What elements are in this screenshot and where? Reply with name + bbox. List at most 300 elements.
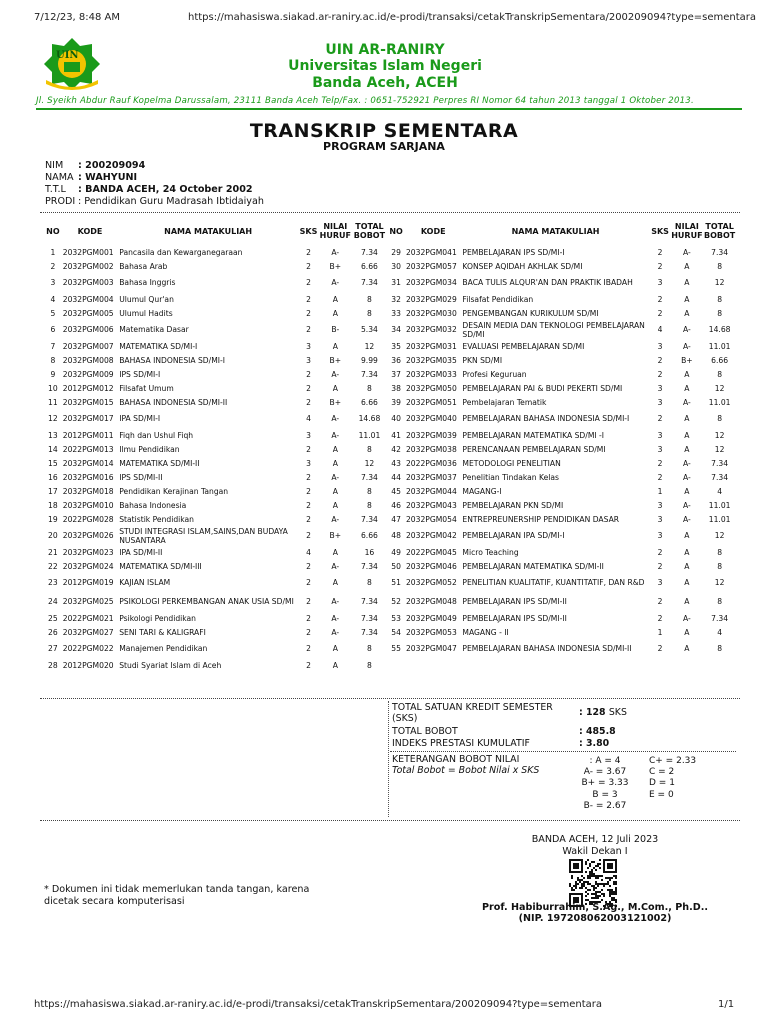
row-code-right: 2032PGM050 (405, 383, 457, 393)
row-grade-right: B+ (681, 355, 693, 365)
nim-value: : 200209094 (78, 160, 146, 171)
total-sks-value (579, 707, 627, 718)
row-no: 14 (48, 444, 58, 454)
row-sks-right: 2 (657, 644, 663, 654)
prodi-label: PRODI (45, 196, 76, 207)
row-sks: 2 (306, 613, 311, 623)
row-grade: A (332, 500, 338, 510)
row-code-right: 2032PGM046 (405, 561, 457, 571)
total-sks-label: TOTAL SATUAN KREDIT SEMESTER (SKS) (392, 702, 553, 724)
row-sks-right: 2 (657, 414, 663, 424)
row-no: 15 (48, 458, 58, 468)
row-code: 2032PGM005 (62, 308, 114, 318)
row-code: 2032PGM025 (62, 597, 114, 607)
document-subtitle: PROGRAM SARJANA (323, 140, 445, 153)
row-sks-right: 3 (657, 430, 663, 440)
row-bobot: 8 (367, 486, 372, 496)
row-course-right: Penelitian Tindakan Kelas (462, 472, 560, 482)
row-code: 2012PGM019 (62, 578, 114, 588)
grade-key-item: D = 1 (649, 778, 675, 789)
row-grade: A- (331, 472, 340, 482)
row-grade-right: A (684, 414, 690, 424)
university-logo (42, 36, 102, 90)
table-row (44, 574, 736, 593)
row-bobot-right: 8 (717, 597, 723, 607)
row-sks-right: 3 (657, 278, 663, 288)
row-bobot: 7.34 (360, 613, 378, 623)
row-code-right: 2032PGM033 (405, 369, 457, 379)
row-grade-right: A (684, 444, 690, 454)
row-no-right: 44 (391, 472, 401, 482)
row-grade-right: A (684, 308, 690, 318)
row-no: 25 (48, 613, 58, 623)
row-course-right: MAGANG-I (462, 486, 502, 496)
table-row (44, 382, 736, 396)
row-code: 2022PGM028 (62, 514, 114, 524)
row-code: 2032PGM003 (62, 278, 114, 288)
table-row (44, 368, 736, 382)
row-no-right: 55 (391, 644, 401, 654)
grade-key-label: KETERANGAN BOBOT NILAI (392, 754, 520, 765)
table-bottom-divider (40, 698, 740, 699)
table-row (44, 340, 736, 354)
row-course: Ilmu Pendidikan (119, 444, 180, 454)
row-code: 2022PGM013 (62, 444, 114, 454)
row-bobot-right: 4 (717, 627, 723, 637)
row-sks-right: 2 (657, 261, 663, 271)
row-code-right: 2022PGM045 (405, 547, 457, 557)
row-code-right: 2032PGM044 (405, 486, 457, 496)
row-code: 2032PGM017 (62, 414, 114, 424)
row-course-right: PEMBELAJARAN PAI & BUDI PEKERTI SD/MI (462, 383, 623, 393)
row-no-right: 50 (391, 561, 401, 571)
row-sks: 2 (306, 278, 311, 288)
table-row (44, 612, 736, 626)
row-sks-right: 2 (657, 247, 663, 257)
table-row (44, 293, 736, 307)
row-no: 21 (48, 547, 58, 557)
col-total-right-line1: TOTAL (705, 222, 734, 231)
row-no: 20 (48, 531, 58, 541)
row-no-right: 45 (391, 486, 401, 496)
row-sks-right: 2 (657, 472, 663, 482)
row-course: IPA SD/MI-I (119, 414, 161, 424)
ipk-label: INDEKS PRESTASI KUMULATIF (392, 738, 530, 749)
row-no: 22 (48, 561, 58, 571)
row-sks-right: 2 (657, 597, 663, 607)
col-kode-right: KODE (420, 226, 446, 236)
row-code-right: 2032PGM052 (405, 578, 457, 588)
row-grade: A (332, 644, 338, 654)
row-no-right: 40 (391, 414, 401, 424)
table-row (44, 443, 736, 457)
row-sks-right: 2 (657, 613, 663, 623)
row-bobot-right: 8 (717, 369, 723, 379)
row-sks: 2 (306, 325, 311, 335)
row-sks-right: 4 (657, 325, 663, 335)
row-code-right: 2032PGM041 (405, 247, 457, 257)
row-course-right: Profesi Keguruan (462, 369, 527, 379)
row-no-right: 39 (391, 397, 401, 407)
row-bobot-right: 12 (714, 531, 725, 541)
row-sks-right: 3 (657, 383, 663, 393)
row-sks: 3 (306, 458, 311, 468)
row-code-right: 2032PGM042 (405, 531, 457, 541)
row-code: 2032PGM015 (62, 397, 114, 407)
row-grade: B+ (329, 355, 342, 365)
row-sks-right: 2 (657, 355, 663, 365)
row-course: IPS SD/MI-II (119, 472, 163, 482)
grade-key-item: B+ = 3.33 (581, 778, 629, 789)
row-code-right: 2032PGM032 (405, 325, 457, 335)
row-grade-right: A- (682, 325, 691, 335)
table-row (44, 396, 736, 410)
row-course-right: PEMBELAJARAN PKN SD/MI (462, 500, 564, 510)
row-code-right: 2032PGM040 (405, 414, 457, 424)
row-sks: 2 (306, 294, 311, 304)
table-row (44, 513, 736, 527)
row-grade: B+ (329, 261, 342, 271)
row-grade: A- (331, 278, 340, 288)
row-sks-right: 3 (657, 500, 663, 510)
row-grade: A (332, 294, 338, 304)
row-bobot-right: 12 (714, 383, 725, 393)
ttl-label: T.T.L (45, 184, 66, 195)
row-course: Ulumul Qur'an (119, 294, 174, 304)
row-course-right: KONSEP AQIDAH AKHLAK SD/MI (462, 261, 583, 271)
row-grade: A- (331, 430, 340, 440)
row-bobot-right: 12 (714, 578, 725, 588)
grade-key-item: : A = 4 (589, 756, 621, 766)
row-sks-right: 2 (657, 561, 663, 571)
row-bobot: 12 (364, 458, 375, 468)
row-no: 10 (48, 383, 58, 393)
row-sks: 3 (306, 430, 311, 440)
row-bobot-right (703, 659, 736, 673)
signature-role: Wakil Dekan I (562, 846, 628, 857)
col-total-right (703, 216, 736, 246)
row-code: 2032PGM002 (62, 261, 114, 271)
row-grade-right: A- (682, 341, 691, 351)
row-sks-right: 2 (657, 547, 663, 557)
row-course: MATEMATIKA SD/MI-II (119, 458, 200, 468)
row-bobot-right: 7.34 (711, 472, 729, 482)
qr-code-icon (569, 859, 617, 907)
table-row (44, 321, 736, 340)
row-code-right: 2032PGM051 (405, 397, 457, 407)
row-code-right: 2032PGM053 (405, 627, 457, 637)
row-course-right: PERENCANAAN PEMBELAJARAN SD/MI (462, 444, 606, 454)
table-row (44, 471, 736, 485)
row-grade-right: A- (682, 458, 691, 468)
table-row (44, 429, 736, 443)
row-course: Pendidikan Kerajinan Tangan (119, 486, 229, 496)
row-grade-right: A (684, 597, 690, 607)
row-no: 5 (50, 308, 56, 318)
row-grade-right: A- (682, 247, 691, 257)
university-logo-icon (42, 36, 102, 90)
table-top-divider (40, 212, 740, 213)
row-course-right: PEMBELAJARAN BAHASA INDONESIA SD/MI-II (462, 644, 632, 654)
grade-key-right-list (649, 756, 709, 801)
row-course: Ulumul Hadits (119, 308, 173, 318)
row-sks: 2 (306, 261, 311, 271)
row-grade: A (332, 308, 338, 318)
row-bobot-right: 8 (717, 644, 723, 654)
row-course: Bahasa Arab (119, 261, 168, 271)
grade-key-left-list (575, 756, 635, 812)
col-no-right: NO (389, 226, 403, 236)
table-row (44, 274, 736, 293)
grade-key-item: C = 2 (649, 767, 675, 778)
row-bobot-right: 11.01 (708, 397, 731, 407)
row-bobot: 8 (367, 500, 372, 510)
row-bobot-right: 11.01 (708, 341, 731, 351)
row-grade: B+ (329, 531, 342, 541)
row-code: 2032PGM007 (62, 341, 114, 351)
row-code-right: 2032PGM035 (405, 355, 457, 365)
row-sks-right: 3 (657, 514, 663, 524)
row-grade: A (332, 383, 338, 393)
student-ttl (45, 184, 253, 195)
row-no: 9 (50, 369, 56, 379)
row-sks: 2 (306, 531, 311, 541)
row-sks: 2 (306, 660, 311, 670)
row-grade-right: A (684, 547, 690, 557)
table-row (44, 593, 736, 612)
print-footer-url[interactable]: https://mahasiswa.siakad.ar-raniry.ac.id/e-prodi/transaksi/cetakTranskripSementara/200209094?type=sementara (34, 999, 602, 1010)
grade-key-formula: Total Bobot = Bobot Nilai x SKS (392, 765, 540, 776)
grade-key-item: C+ = 2.33 (649, 756, 697, 766)
table-row (44, 659, 736, 673)
row-no-right: 42 (391, 444, 401, 454)
row-bobot-right: 8 (717, 261, 723, 271)
row-code-right: 2032PGM043 (405, 500, 457, 510)
row-no: 13 (48, 430, 58, 440)
row-bobot: 6.66 (360, 261, 378, 271)
note-line-1: * Dokumen ini tidak memerlukan tanda tangan, karena (44, 884, 310, 895)
row-no-right: 52 (391, 597, 401, 607)
row-course-right: PEMBELAJARAN MATEMATIKA SD/MI-II (462, 561, 604, 571)
row-code-right: 2032PGM049 (405, 613, 457, 623)
row-sks: 2 (306, 397, 311, 407)
row-code: 2032PGM026 (62, 531, 114, 541)
row-grade-right: A (684, 430, 690, 440)
row-no-right: 47 (391, 514, 401, 524)
row-sks: 2 (306, 486, 311, 496)
row-no-right: 38 (391, 383, 401, 393)
row-grade-right: A (684, 294, 690, 304)
row-code: 2032PGM009 (62, 369, 114, 379)
row-bobot-right: 8 (717, 308, 723, 318)
total-sks-number: : 128 (579, 707, 606, 718)
row-grade-right: A (684, 486, 690, 496)
row-course: BAHASA INDONESIA SD/MI-II (119, 397, 228, 407)
row-course-right: Filsafat Pendidikan (462, 294, 534, 304)
row-no-right: 33 (391, 308, 401, 318)
table-row (44, 410, 736, 429)
row-no-right: 36 (391, 355, 401, 365)
row-code-right: 2032PGM034 (405, 278, 457, 288)
row-no-right: 48 (391, 531, 401, 541)
row-bobot: 7.34 (360, 514, 378, 524)
row-code-right: 2032PGM048 (405, 597, 457, 607)
row-course: Fiqh dan Ushul Fiqh (119, 430, 194, 440)
row-course: IPS SD/MI-I (119, 369, 161, 379)
row-code: 2032PGM008 (62, 355, 114, 365)
summary-divider (390, 751, 736, 752)
row-grade-right: A (684, 627, 690, 637)
row-code: 2032PGM027 (62, 627, 114, 637)
row-sks-right: 3 (657, 341, 663, 351)
row-no: 8 (50, 355, 56, 365)
row-no: 26 (48, 627, 58, 637)
row-grade: A (332, 578, 338, 588)
row-course: MATEMATIKA SD/MI-I (119, 341, 198, 351)
row-bobot-right: 8 (717, 414, 723, 424)
table-row (44, 560, 736, 574)
row-bobot: 7.34 (360, 627, 378, 637)
row-course: SENI TARI & KALIGRAFI (119, 627, 206, 637)
row-course-right: PENELITIAN KUALITATIF, KUANTITATIF, DAN R&D (462, 578, 645, 588)
row-grade: A (332, 458, 338, 468)
row-sks: 2 (306, 627, 311, 637)
row-sks-right: 3 (657, 444, 663, 454)
row-grade: A- (331, 561, 340, 571)
row-no: 24 (48, 597, 58, 607)
row-bobot: 7.34 (360, 247, 378, 257)
row-bobot: 14.68 (358, 414, 381, 424)
row-grade: B+ (329, 397, 342, 407)
row-grade-right: A (684, 578, 690, 588)
row-sks: 2 (306, 578, 311, 588)
row-no: 19 (48, 514, 58, 524)
row-code: 2032PGM016 (62, 472, 114, 482)
table-row (44, 640, 736, 659)
row-no-right: 54 (391, 627, 401, 637)
col-no: NO (46, 226, 60, 236)
row-course: Bahasa Indonesia (119, 500, 187, 510)
row-bobot-right: 8 (717, 547, 723, 557)
row-no: 2 (50, 261, 56, 271)
table-row (44, 485, 736, 499)
logo-text: UIN (56, 50, 79, 61)
row-sks-right: 2 (657, 369, 663, 379)
row-course: MATEMATIKA SD/MI-III (119, 561, 202, 571)
row-sks-right: 3 (657, 531, 663, 541)
row-code-right: 2032PGM038 (405, 444, 457, 454)
row-sks-right: 2 (657, 294, 663, 304)
row-code: 2032PGM018 (62, 486, 114, 496)
row-course: Filsafat Umum (119, 383, 174, 393)
row-course: KAJIAN ISLAM (119, 578, 171, 588)
row-bobot-right: 12 (714, 278, 725, 288)
row-course-right: PENGEMBANGAN KURIKULUM SD/MI (462, 308, 599, 318)
row-bobot: 8 (367, 294, 372, 304)
row-no: 17 (48, 486, 58, 496)
row-grade: A (332, 547, 338, 557)
row-course-right: PKN SD/MI (462, 355, 503, 365)
print-url[interactable]: https://mahasiswa.siakad.ar-raniry.ac.id/e-prodi/transaksi/cetakTranskripSementara/200209094?type=sementara (188, 12, 756, 23)
row-course-right: PEMBELAJARAN IPS SD/MI-I (462, 247, 565, 257)
row-no: 12 (48, 414, 58, 424)
row-no-right: 41 (391, 430, 401, 440)
row-no-right: 32 (391, 294, 401, 304)
row-no-right: 37 (391, 369, 401, 379)
row-bobot: 7.34 (360, 561, 378, 571)
row-course-right: PEMBELAJARAN IPS SD/MI-II (462, 597, 567, 607)
col-nilai-line1: NILAI (323, 222, 348, 231)
row-sks-right: 2 (657, 308, 663, 318)
row-course: IPA SD/MI-II (119, 547, 163, 557)
row-bobot-right: 7.34 (711, 613, 729, 623)
row-grade: A (332, 341, 338, 351)
row-no: 16 (48, 472, 58, 482)
row-code: 2032PGM010 (62, 500, 114, 510)
col-total (352, 216, 388, 246)
col-kode: KODE (77, 226, 103, 236)
row-code: 2032PGM004 (62, 294, 114, 304)
grade-key-item: B = 3 (592, 789, 618, 800)
table-row (44, 307, 736, 321)
row-course-right: Pembelajaran Tematik (462, 397, 547, 407)
row-course-right: PEMBELAJARAN IPA SD/MI-I (462, 531, 565, 541)
row-bobot-right: 12 (714, 430, 725, 440)
row-sks: 3 (306, 341, 311, 351)
row-sks: 2 (306, 514, 311, 524)
col-sks: SKS (299, 226, 318, 236)
row-course: Statistik Pendidikan (119, 514, 194, 524)
row-code: 2032PGM014 (62, 458, 114, 468)
row-code-right: 2032PGM030 (405, 308, 457, 318)
row-code: 2032PGM006 (62, 325, 114, 335)
row-grade: A- (331, 247, 340, 257)
row-bobot: 8 (367, 578, 372, 588)
row-course: Pancasila dan Kewarganegaraan (119, 247, 243, 257)
row-course: BAHASA INDONESIA SD/MI-I (119, 355, 225, 365)
row-sks: 2 (306, 500, 311, 510)
table-row (44, 246, 736, 260)
row-no: 1 (50, 247, 56, 257)
row-sks: 2 (306, 308, 311, 318)
row-grade-right: A (684, 261, 690, 271)
table-row (44, 626, 736, 640)
row-code: 2022PGM021 (62, 613, 114, 623)
row-no: 27 (48, 644, 58, 654)
row-bobot: 7.34 (360, 472, 378, 482)
row-grade-right: A- (682, 613, 691, 623)
col-total-line2: BOBOT (353, 231, 386, 240)
col-nilai-right-line2: HURUF (671, 231, 703, 240)
col-nilai-right (671, 216, 704, 246)
grade-key-item: B- = 2.67 (583, 800, 627, 811)
row-bobot: 6.66 (360, 531, 378, 541)
table-row (44, 499, 736, 513)
summary-left-border (388, 701, 389, 817)
summary-block (392, 702, 732, 762)
row-course: Matematika Dasar (119, 325, 189, 335)
university-name-full: Universitas Islam Negeri (288, 58, 482, 74)
table-row (44, 527, 736, 546)
col-nilai-right-line1: NILAI (674, 222, 699, 231)
row-grade: B- (331, 325, 340, 335)
document-title: TRANSKRIP SEMENTARA (249, 120, 519, 142)
row-no: 23 (48, 578, 58, 588)
row-sks: 4 (306, 547, 311, 557)
row-no-right: 31 (391, 278, 401, 288)
university-city: Banda Aceh, ACEH (312, 75, 458, 91)
row-no: 6 (50, 325, 56, 335)
